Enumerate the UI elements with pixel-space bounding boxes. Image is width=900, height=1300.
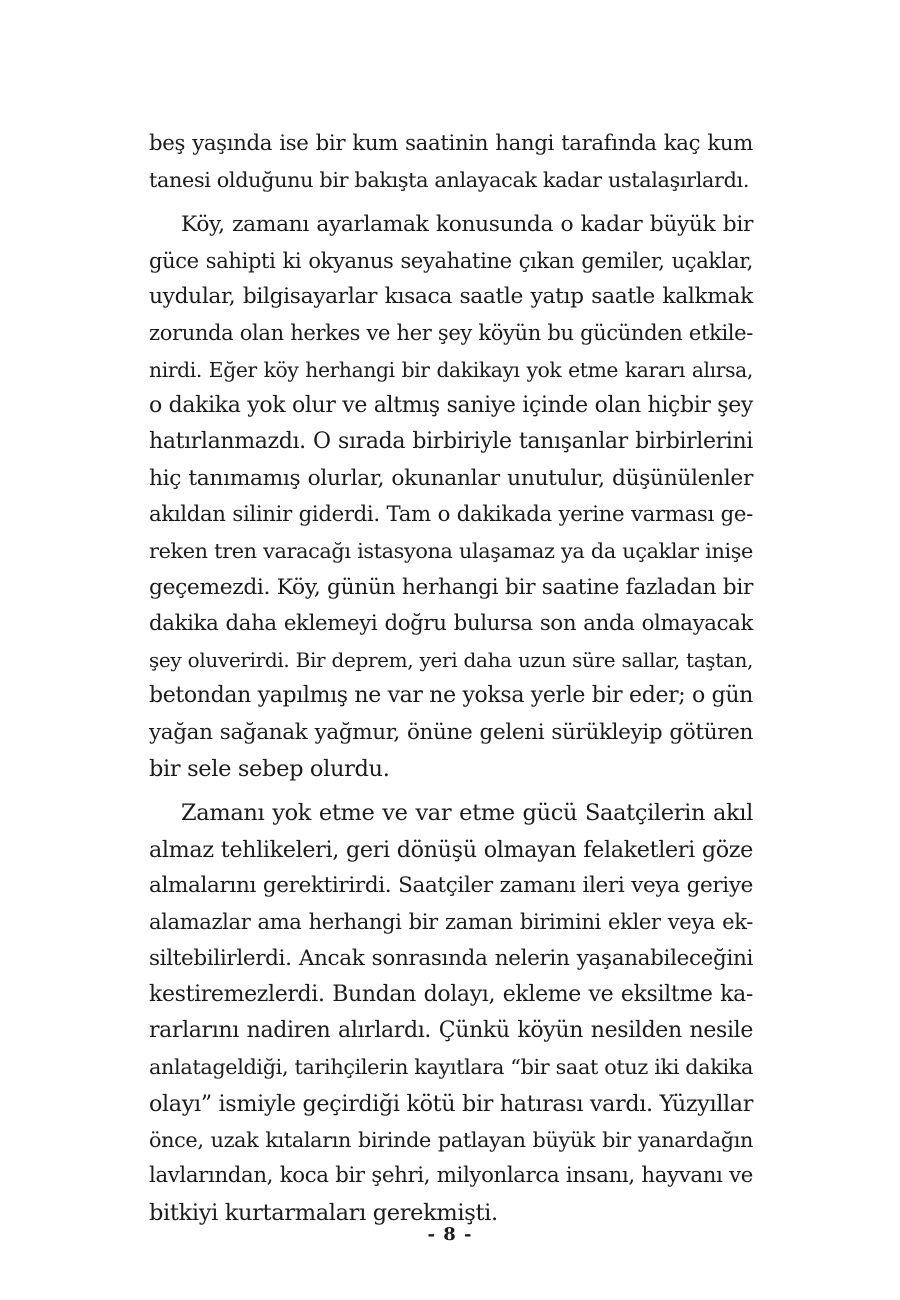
text-line: alamazlar ama herhangi bir zaman birimini ekler veya ek- <box>149 910 753 935</box>
text-line: yağan sağanak yağmur, önüne geleni sürükleyip götüren <box>149 719 753 745</box>
text-line: Zamanı yok etme ve var etme gücü Saatçilerin akıl <box>181 800 753 827</box>
text-line: bitkiyi kurtarmaları gerekmişti. <box>149 1199 498 1226</box>
paragraph <box>149 126 753 199</box>
text-line: hatırlanmazdı. O sırada birbiriyle tanışanlar birbirlerini <box>149 429 753 455</box>
text-line: o dakika yok olur ve altmış saniye içinde olan hiçbir şey <box>149 393 753 419</box>
text-line: rarlarını nadiren alırlardı. Çünkü köyün nesilden nesile <box>149 1018 753 1044</box>
text-line: akıldan silinir giderdi. Tam o dakikada yerine varması ge- <box>149 501 753 527</box>
text-line: olayı” ismiyle geçirdiği kötü bir hatırası vardı. Yüzyıllar <box>149 1090 753 1117</box>
text-line: geçemezdi. Köy, günün herhangi bir saatine fazladan bir <box>149 574 753 600</box>
text-line: şey oluverirdi. Bir deprem, yeri daha uzun süre sallar, taştan, <box>149 648 753 673</box>
text-line: beş yaşında ise bir kum saatinin hangi tarafında kaç kum <box>149 131 753 156</box>
text-line: siltebilirlerdi. Ancak sonrasında nelerin yaşanabileceğini <box>149 945 753 971</box>
text-line: bir sele sebep olurdu. <box>149 756 390 783</box>
text-line: nirdi. Eğer köy herhangi bir dakikayı yok etme kararı alırsa, <box>149 357 753 382</box>
paragraph <box>149 207 753 788</box>
text-line: reken tren varacağı istasyona ulaşamaz ya da uçaklar inişe <box>149 539 753 564</box>
text-line: uydular, bilgisayarlar kısaca saatle yatıp saatle kalkmak <box>149 284 753 310</box>
text-line: hiç tanımamış olurlar, okunanlar unutulur, düşünülenler <box>149 465 753 491</box>
text-line: lavlarından, koca bir şehri, milyonlarca insanı, hayvanı ve <box>149 1163 753 1189</box>
page-number: - 8 - <box>427 1224 473 1245</box>
text-line: kestiremezlerdi. Bundan dolayı, ekleme ve eksiltme ka- <box>149 981 753 1007</box>
text-line: Köy, zamanı ayarlamak konusunda o kadar büyük bir <box>181 211 753 237</box>
text-line: tanesi olduğunu bir bakışta anlayacak kadar ustalaşırlardı. <box>149 168 750 193</box>
text-line: dakika daha eklemeyi doğru bulursa son anda olmayacak <box>149 610 753 636</box>
text-line: önce, uzak kıtaların birinde patlayan büyük bir yanardağın <box>149 1128 753 1153</box>
text-line: güce sahipti ki okyanus seyahatine çıkan gemiler, uçaklar, <box>149 248 753 273</box>
text-line: almaz tehlikeleri, geri dönüşü olmayan felaketleri göze <box>149 836 753 863</box>
text-line: anlatageldiği, tarihçilerin kayıtlara “bir saat otuz iki dakika <box>149 1055 753 1080</box>
text-line: betondan yapılmış ne var ne yoksa yerle bir eder; o gün <box>149 683 753 709</box>
text-line: zorunda olan herkes ve her şey köyün bu gücünden etkile- <box>149 321 753 346</box>
body-text <box>149 126 753 1231</box>
text-line: almalarını gerektirirdi. Saatçiler zamanı ileri veya geriye <box>149 872 753 898</box>
paragraph <box>149 795 753 1231</box>
